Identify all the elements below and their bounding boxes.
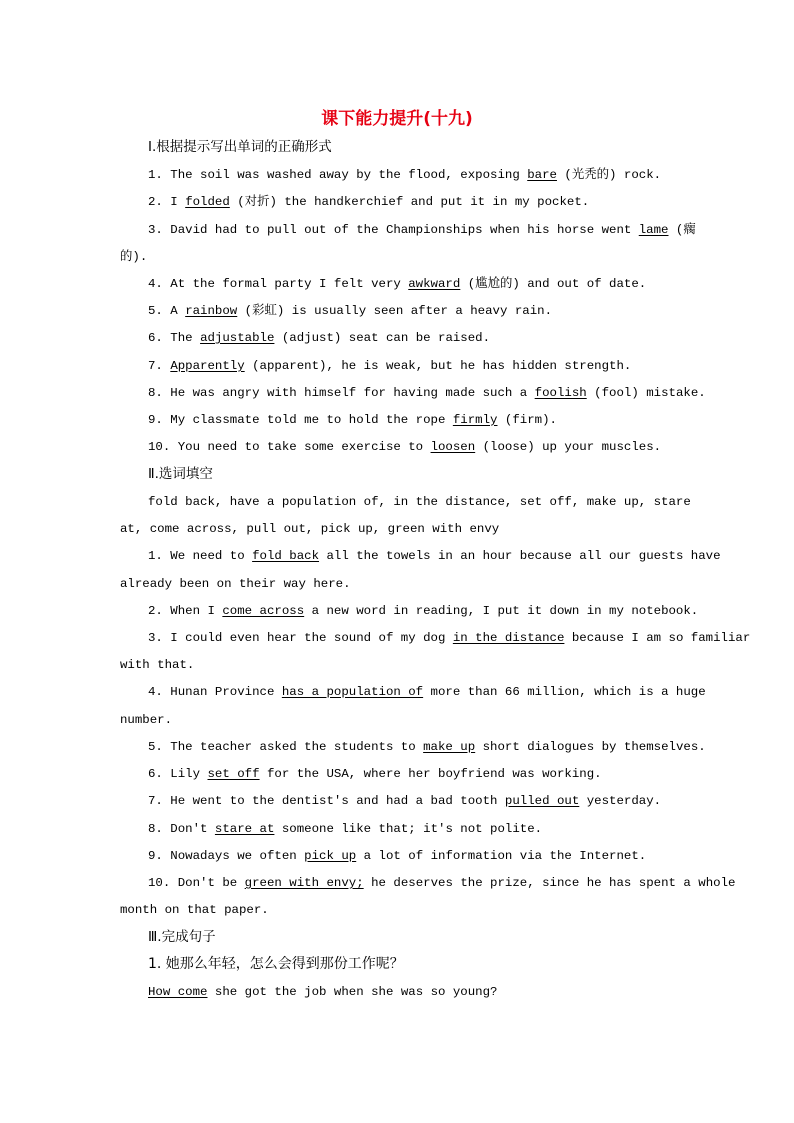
answer: firmly: [452, 413, 498, 427]
s1-item-8: 8. He was angry with himself for having made such a foolish (fool) mistake.: [148, 386, 706, 400]
answer: adjustable: [200, 331, 275, 345]
answer: bare: [527, 168, 557, 182]
answer: folded: [185, 195, 230, 209]
answer: stare at: [214, 822, 275, 836]
s1-item-9: 9. My classmate told me to hold the rope firmly (firm).: [148, 413, 557, 427]
s1-item-5: 5. A rainbow (彩虹) is usually seen after a heavy rain.: [148, 304, 553, 318]
word-bank-line-1: fold back, have a population of, in the distance, set off, make up, stare: [148, 495, 691, 509]
s2-item-3-cont: with that.: [120, 658, 195, 672]
s2-item-9: 9. Nowadays we often pick up a lot of information via the Internet.: [148, 849, 647, 863]
s2-item-10: 10. Don't be green with envy; he deserves the prize, since he has spent a whole: [148, 876, 736, 890]
s1-item-1: 1. The soil was washed away by the flood, exposing bare (光秃的) rock.: [148, 168, 662, 182]
s2-item-4-cont: number.: [120, 713, 173, 727]
word-bank-line-2: at, come across, pull out, pick up, green with envy: [120, 522, 500, 536]
s2-item-10-cont: month on that paper.: [120, 903, 269, 917]
s1-item-7: 7. Apparently (apparent), he is weak, but he has hidden strength.: [148, 359, 632, 373]
s3-question-1: 1. 她那么年轻，怎么会得到那份工作呢？: [148, 956, 404, 972]
answer: pulled out: [504, 794, 580, 808]
answer: green with envy;: [244, 876, 364, 890]
page-title: 课下能力提升(十九): [321, 109, 473, 129]
s2-item-7: 7. He went to the dentist's and had a bad tooth pulled out yesterday.: [148, 794, 662, 808]
answer: make up: [423, 740, 476, 754]
answer: awkward: [408, 277, 461, 291]
s2-item-1-cont: already been on their way here.: [120, 577, 351, 591]
s1-item-4: 4. At the formal party I felt very awkward (尴尬的) and out of date.: [148, 277, 647, 291]
answer: has a population of: [281, 685, 424, 699]
section-3-heading: Ⅲ.完成句子: [148, 929, 216, 945]
answer: in the distance: [452, 631, 565, 645]
answer: fold back: [252, 549, 320, 563]
answer: How come: [148, 985, 208, 999]
answer: foolish: [534, 386, 587, 400]
s3-answer-1: How come she got the job when she was so young?: [148, 985, 498, 999]
answer: pick up: [304, 849, 357, 863]
s2-item-8: 8. Don't stare at someone like that; it's not polite.: [148, 822, 543, 836]
answer: loosen: [430, 440, 476, 454]
s1-item-10: 10. You need to take some exercise to loosen (loose) up your muscles.: [148, 440, 662, 454]
s2-item-1: 1. We need to fold back all the towels in an hour because all our guests have: [148, 549, 721, 563]
s2-item-3: 3. I could even hear the sound of my dog in the distance because I am so familiar: [148, 631, 751, 645]
s2-item-2: 2. When I come across a new word in reading, I put it down in my notebook.: [148, 604, 699, 618]
answer: Apparently: [170, 359, 245, 373]
section-2-heading: Ⅱ.选词填空: [148, 466, 213, 482]
s1-item-3-cont: 的).: [120, 250, 148, 264]
section-1-heading: Ⅰ.根据提示写出单词的正确形式: [148, 139, 332, 155]
s2-item-6: 6. Lily set off for the USA, where her boyfriend was working.: [148, 767, 602, 781]
answer: come across: [222, 604, 305, 618]
s1-item-6: 6. The adjustable (adjust) seat can be raised.: [148, 331, 491, 345]
s1-item-2: 2. I folded (对折) the handkerchief and put it in my pocket.: [148, 195, 590, 209]
answer: rainbow: [185, 304, 238, 318]
s2-item-5: 5. The teacher asked the students to make up short dialogues by themselves.: [148, 740, 706, 754]
answer: set off: [207, 767, 260, 781]
s2-item-4: 4. Hunan Province has a population of more than 66 million, which is a huge: [148, 685, 706, 699]
s1-item-3: 3. David had to pull out of the Championships when his horse went lame (瘸: [148, 223, 696, 237]
answer: lame: [638, 223, 669, 237]
